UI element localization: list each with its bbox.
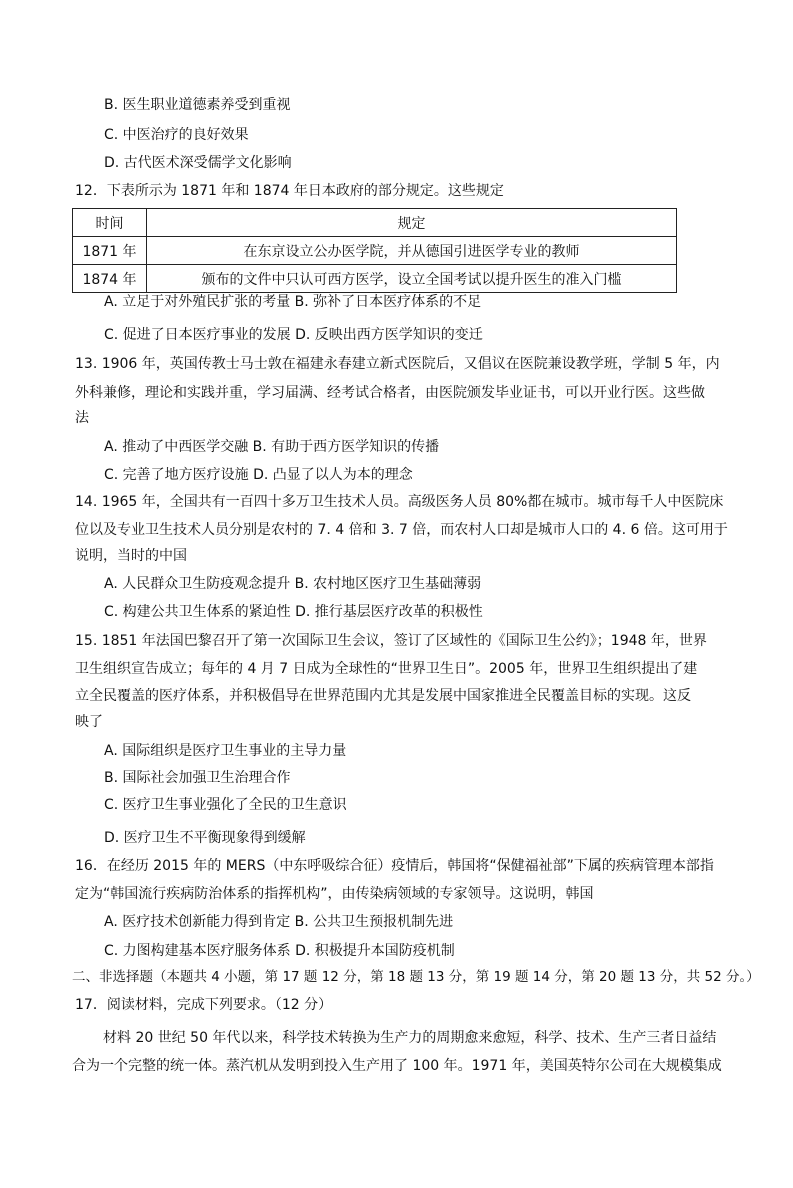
table-header-rule: 规定: [147, 209, 677, 237]
section-heading: 二、非选择题（本题共 4 小题，第 17 题 12 分，第 18 题 13 分，第 19 题 14 分，第 20 题 13 分，共 52 分。）: [72, 969, 760, 985]
q14-options-ab: A. 人民群众卫生防疫观念提升 B. 农村地区医疗卫生基础薄弱: [104, 576, 482, 592]
q11-option-c: C. 中医治疗的良好效果: [104, 127, 249, 143]
q15-option-d: D. 医疗卫生不平衡现象得到缓解: [104, 830, 306, 846]
q17-material-line1: 材料 20 世纪 50 年代以来，科学技术转换为生产力的周期愈来愈短，科学、技术、生产三者日益结: [103, 1030, 717, 1046]
q17-material-line2: 合为一个完整的统一体。蒸汽机从发明到投入生产用了 100 年。1971 年，美国英特尔公司在大规模集成: [72, 1058, 722, 1074]
q15-stem-line3: 立全民覆盖的医疗体系，并积极倡导在世界范围内尤其是发展中国家推进全民覆盖目标的实现。这反: [75, 688, 691, 704]
q16-stem-line1: 16．在经历 2015 年的 MERS（中东呼吸综合征）疫情后，韩国将“保健福祉部”下属的疾病管理本部指: [75, 858, 714, 874]
table-cell-rule: 在东京设立公办医学院，并从德国引进医学专业的教师: [147, 237, 677, 265]
q13-stem-line1: 13. 1906 年，英国传教士马士敦在福建永春建立新式医院后，又倡议在医院兼设教学班，学制 5 年，内: [75, 356, 720, 372]
table-row: [73, 265, 677, 293]
table-cell-year: 1874 年: [73, 265, 147, 293]
q14-options-cd: C. 构建公共卫生体系的紧迫性 D. 推行基层医疗改革的积极性: [104, 604, 483, 620]
table-row: [73, 237, 677, 265]
q15-stem-line1: 15. 1851 年法国巴黎召开了第一次国际卫生会议，签订了区域性的《国际卫生公约》；1948 年，世界: [75, 633, 707, 649]
q13-stem-line2: 外科兼修，理论和实践并重，学习届满、经考试合格者，由医院颁发毕业证书，可以开业行医。这些做: [75, 385, 705, 401]
q12-options-ab: A. 立足于对外殖民扩张的考量 B. 弥补了日本医疗体系的不足: [104, 294, 482, 310]
q12-stem: 12．下表所示为 1871 年和 1874 年日本政府的部分规定。这些规定: [75, 183, 504, 199]
table-cell-rule: 颁布的文件中只认可西方医学，设立全国考试以提升医生的准入门槛: [147, 265, 677, 293]
table-cell-year: 1871 年: [73, 237, 147, 265]
q13-stem-line3: 法: [75, 410, 89, 426]
q16-stem-line2: 定为“韩国流行疾病防治体系的指挥机构”，由传染病领域的专家领导。这说明，韩国: [75, 886, 594, 902]
q11-option-b: B. 医生职业道德素养受到重视: [104, 97, 291, 113]
q17-stem: 17．阅读材料，完成下列要求。（12 分）: [75, 997, 333, 1013]
q14-stem-line3: 说明，当时的中国: [75, 548, 187, 564]
q16-options-ab: A. 医疗技术创新能力得到肯定 B. 公共卫生预报机制先进: [104, 914, 454, 930]
table-header-row: [73, 209, 677, 237]
q12-options-cd: C. 促进了日本医疗事业的发展 D. 反映出西方医学知识的变迁: [104, 327, 483, 343]
q12-table: [72, 208, 677, 293]
q14-stem-line1: 14. 1965 年，全国共有一百四十多万卫生技术人员。高级医务人员 80%都在城市。城市每千人中医院床: [75, 494, 724, 510]
q15-option-a: A. 国际组织是医疗卫生事业的主导力量: [104, 743, 347, 759]
q16-options-cd: C. 力图构建基本医疗服务体系 D. 积极提升本国防疫机制: [104, 943, 455, 959]
q13-options-ab: A. 推动了中西医学交融 B. 有助于西方医学知识的传播: [104, 439, 440, 455]
q15-stem-line4: 映了: [75, 714, 103, 730]
q15-stem-line2: 卫生组织宣告成立；每年的 4 月 7 日成为全球性的“世界卫生日”。2005 年，世界卫生组织提出了建: [75, 661, 698, 677]
q15-option-c: C. 医疗卫生事业强化了全民的卫生意识: [104, 797, 347, 813]
q14-stem-line2: 位以及专业卫生技术人员分别是农村的 7. 4 倍和 3. 7 倍，而农村人口却是城市人口的 4. 6 倍。这可用于: [75, 522, 728, 538]
q11-option-d: D. 古代医术深受儒学文化影响: [104, 155, 292, 171]
table-header-time: 时间: [73, 209, 147, 237]
q15-option-b: B. 国际社会加强卫生治理合作: [104, 770, 291, 786]
q13-options-cd: C. 完善了地方医疗设施 D. 凸显了以人为本的理念: [104, 467, 413, 483]
